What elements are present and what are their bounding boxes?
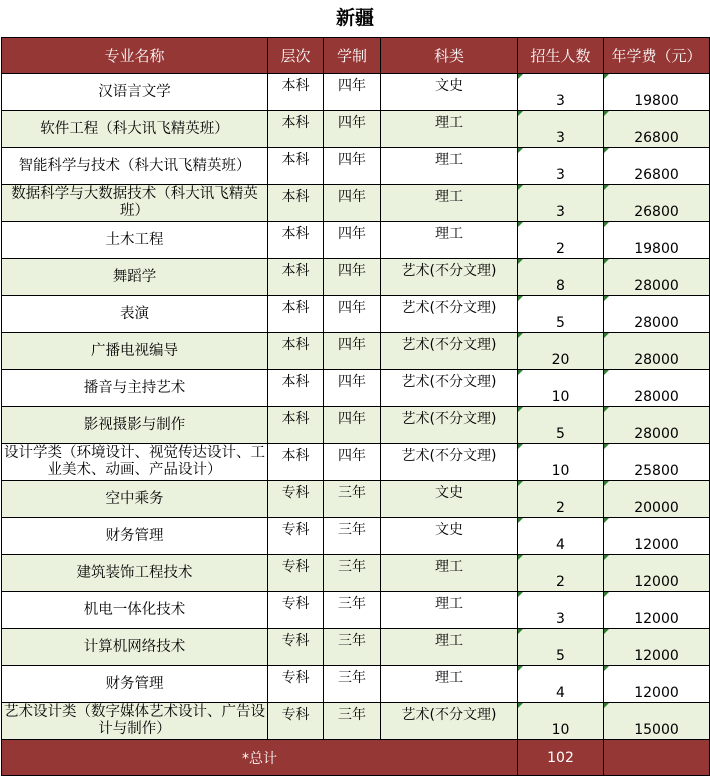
level-cell: 专科 [268,666,324,703]
table-row [2,296,710,333]
header-category: 科类 [381,38,518,74]
category-cell: 理工 [381,111,518,148]
count-cell: 10 [518,703,604,740]
fee-cell: 12000 [604,666,710,703]
level-cell: 本科 [268,370,324,407]
category-cell: 理工 [381,592,518,629]
duration-cell: 四年 [324,407,381,444]
table-row [2,222,710,259]
major-name-cell: 软件工程（科大讯飞精英班） [2,111,268,148]
major-name-cell: 计算机网络技术 [2,629,268,666]
major-name-cell: 广播电视编导 [2,333,268,370]
level-cell: 专科 [268,518,324,555]
table-row [2,185,710,222]
count-cell: 2 [518,555,604,592]
count-cell: 5 [518,296,604,333]
table-row [2,518,710,555]
category-cell: 文史 [381,74,518,111]
category-cell: 艺术(不分文理) [381,259,518,296]
major-name-cell: 土木工程 [2,222,268,259]
table-row [2,703,710,740]
duration-cell: 四年 [324,148,381,185]
table-row [2,370,710,407]
level-cell: 本科 [268,259,324,296]
count-cell: 3 [518,592,604,629]
fee-cell: 20000 [604,481,710,518]
count-cell: 3 [518,74,604,111]
level-cell: 本科 [268,444,324,481]
duration-cell: 四年 [324,259,381,296]
count-cell: 3 [518,111,604,148]
fee-cell: 26800 [604,111,710,148]
major-name-cell: 财务管理 [2,518,268,555]
table-row [2,592,710,629]
fee-cell: 19800 [604,222,710,259]
fee-cell: 28000 [604,296,710,333]
fee-cell: 28000 [604,370,710,407]
category-cell: 文史 [381,481,518,518]
fee-cell: 26800 [604,148,710,185]
major-name-cell: 设计学类（环境设计、视觉传达设计、工业美术、动画、产品设计） [2,444,268,481]
duration-cell: 四年 [324,370,381,407]
header-duration: 学制 [324,38,381,74]
duration-cell: 三年 [324,703,381,740]
level-cell: 本科 [268,185,324,222]
category-cell: 艺术(不分文理) [381,703,518,740]
duration-cell: 三年 [324,481,381,518]
level-cell: 专科 [268,555,324,592]
header-count: 招生人数 [518,38,604,74]
page-title: 新疆 [335,7,374,29]
table-row [2,259,710,296]
duration-cell: 三年 [324,666,381,703]
duration-cell: 三年 [324,629,381,666]
level-cell: 本科 [268,333,324,370]
category-cell: 艺术(不分文理) [381,444,518,481]
category-cell: 艺术(不分文理) [381,333,518,370]
fee-cell: 28000 [604,333,710,370]
level-cell: 专科 [268,481,324,518]
fee-cell: 19800 [604,74,710,111]
duration-cell: 三年 [324,518,381,555]
count-cell: 2 [518,481,604,518]
count-cell: 4 [518,518,604,555]
fee-cell: 12000 [604,518,710,555]
table-row [2,629,710,666]
level-cell: 本科 [268,296,324,333]
fee-cell: 28000 [604,407,710,444]
level-cell: 本科 [268,148,324,185]
fee-cell: 12000 [604,555,710,592]
header-level: 层次 [268,38,324,74]
level-cell: 本科 [268,74,324,111]
duration-cell: 四年 [324,444,381,481]
category-cell: 理工 [381,666,518,703]
table-row [2,481,710,518]
major-name-cell: 影视摄影与制作 [2,407,268,444]
fee-cell: 12000 [604,592,710,629]
duration-cell: 四年 [324,296,381,333]
major-name-cell: 播音与主持艺术 [2,370,268,407]
count-cell: 4 [518,666,604,703]
major-name-cell: 空中乘务 [2,481,268,518]
level-cell: 专科 [268,703,324,740]
level-cell: 本科 [268,222,324,259]
table-row [2,555,710,592]
fee-cell: 12000 [604,629,710,666]
major-name-cell: 舞蹈学 [2,259,268,296]
level-cell: 本科 [268,111,324,148]
duration-cell: 三年 [324,555,381,592]
duration-cell: 四年 [324,185,381,222]
table-row [2,333,710,370]
major-name-cell: 建筑装饰工程技术 [2,555,268,592]
category-cell: 理工 [381,185,518,222]
total-fee [604,740,710,776]
level-cell: 专科 [268,629,324,666]
major-name-cell: 艺术设计类（数字媒体艺术设计、广告设计与制作） [2,703,268,740]
duration-cell: 四年 [324,222,381,259]
duration-cell: 三年 [324,592,381,629]
duration-cell: 四年 [324,74,381,111]
fee-cell: 15000 [604,703,710,740]
level-cell: 本科 [268,407,324,444]
category-cell: 理工 [381,629,518,666]
major-name-cell: 表演 [2,296,268,333]
major-name-cell: 数据科学与大数据技术（科大讯飞精英班） [2,185,268,222]
header-fee: 年学费（元） [604,38,710,74]
total-label: *总计 [2,740,518,776]
category-cell: 理工 [381,555,518,592]
count-cell: 20 [518,333,604,370]
table-row [2,444,710,481]
header-major: 专业名称 [2,38,268,74]
category-cell: 文史 [381,518,518,555]
major-name-cell: 财务管理 [2,666,268,703]
count-cell: 5 [518,629,604,666]
total-count: 102 [518,740,604,776]
table-row [2,148,710,185]
count-cell: 2 [518,222,604,259]
category-cell: 理工 [381,222,518,259]
count-cell: 8 [518,259,604,296]
fee-cell: 26800 [604,185,710,222]
category-cell: 艺术(不分文理) [381,407,518,444]
total-row [2,740,710,776]
table-header-row [2,38,710,74]
major-name-cell: 智能科学与技术（科大讯飞精英班） [2,148,268,185]
major-name-cell: 汉语言文学 [2,74,268,111]
table-row [2,111,710,148]
category-cell: 艺术(不分文理) [381,296,518,333]
major-name-cell: 机电一体化技术 [2,592,268,629]
level-cell: 专科 [268,592,324,629]
table-row [2,666,710,703]
duration-cell: 四年 [324,333,381,370]
table-row [2,74,710,111]
duration-cell: 四年 [324,111,381,148]
fee-cell: 28000 [604,259,710,296]
count-cell: 3 [518,148,604,185]
enrollment-table [1,37,710,776]
category-cell: 艺术(不分文理) [381,370,518,407]
table-body [2,74,710,740]
category-cell: 理工 [381,148,518,185]
table-row [2,407,710,444]
count-cell: 3 [518,185,604,222]
count-cell: 5 [518,407,604,444]
count-cell: 10 [518,370,604,407]
fee-cell: 25800 [604,444,710,481]
count-cell: 10 [518,444,604,481]
